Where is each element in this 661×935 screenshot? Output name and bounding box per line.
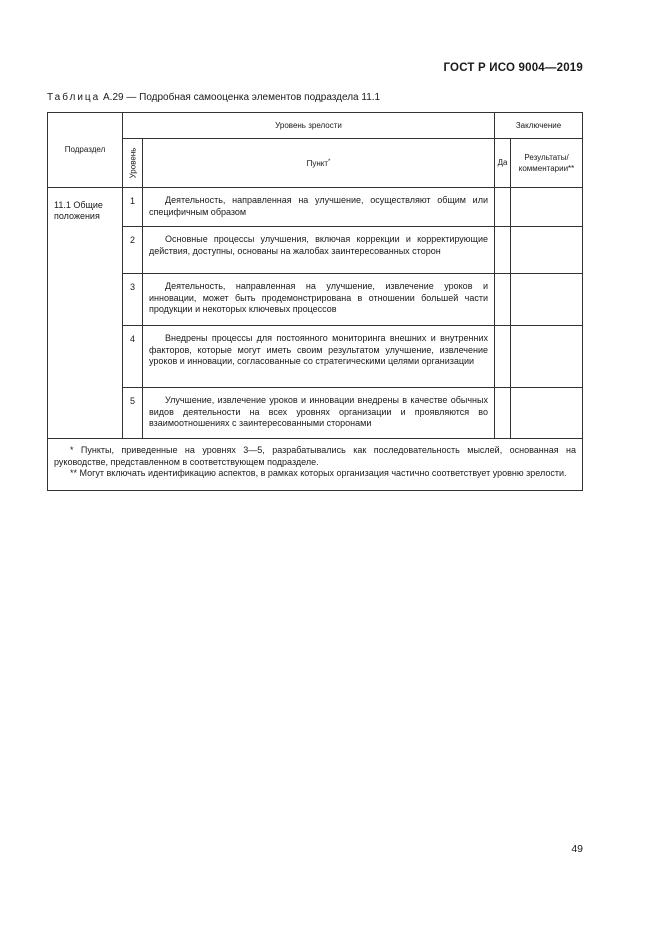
document-code: ГОСТ Р ИСО 9004—2019 [443,62,583,74]
level-number: 5 [123,388,143,439]
header-conclusion-cell [495,113,583,139]
header-yes: Да [495,139,511,188]
table-row [48,326,583,388]
results-cell [511,227,583,274]
caption-title: А.29 — Подробная самооценка элементов подраздела 11.1 [100,92,381,103]
level-number: 3 [123,274,143,326]
table-caption [47,92,380,103]
notes-cell [48,439,583,491]
level-item [143,227,495,274]
level-number: 2 [123,227,143,274]
level-item [143,274,495,326]
results-cell [511,326,583,388]
footnote-1: * Пункты, приведенные на уровнях 3—5, разрабатывались как последовательность мыслей, основанная на руководстве, представленном в соответствующем подразделе. [54,445,577,467]
yes-cell [495,388,511,439]
footnote-2: ** Могут включать идентификацию аспектов, в рамках которых организация частично соответствует уровню зрелости. [70,468,567,478]
results-cell [511,274,583,326]
level-item-text: Деятельность, направленная на улучшение, извлечение уроков и инновации, может быть продемонстрирована в отношении большей части продукции и некоторых ключевых процессов [149,281,488,314]
level-item [143,326,495,388]
yes-cell [495,274,511,326]
level-item-text: Основные процессы улучшения, включая коррекции и корректирующие действия, доступны, основаны на жалобах заинтересованных сторон [149,234,488,256]
table-row [48,274,583,326]
section-cell: 11.1 Общие положения [48,188,123,439]
yes-cell [495,188,511,227]
yes-cell [495,227,511,274]
header-item-label: Пункт [306,158,329,168]
header-results: Результаты/ комментарии** [511,139,583,188]
caption-label: Таблица [47,92,101,103]
yes-cell [495,326,511,388]
table-row [48,388,583,439]
level-item [143,188,495,227]
header-level-label: Уровень [127,147,137,179]
header-maturity: Уровень зрелости [123,113,495,139]
page-number: 49 [571,843,583,855]
level-item [143,388,495,439]
header-item [143,139,495,188]
results-cell [511,188,583,227]
level-number: 1 [123,188,143,227]
notes-row [48,439,583,491]
header-section: Подраздел [48,113,123,188]
results-cell [511,388,583,439]
level-item-text: Улучшение, извлечение уроков и инновации внедрены в качестве обычных видов деятельности на всех уровнях организации и проявляются во взаимоотношениях с заинтересованными сторонами [149,395,488,428]
header-level [123,139,143,188]
self-assessment-table [47,112,583,491]
level-item-text: Деятельность, направленная на улучшение, осуществляют общим или специфичным образом [149,195,488,217]
header-item-mark: * [328,158,331,165]
header-conclusion-label: Заключение [515,120,562,130]
table-row [48,188,583,227]
level-number: 4 [123,326,143,388]
level-item-text: Внедрены процессы для постоянного мониторинга внешних и внутренних факторов, которые могут иметь своим результатом улучшение, извлечение уроков и инновации, согласованные со стратегическими целями организации [149,333,488,366]
table-row [48,227,583,274]
